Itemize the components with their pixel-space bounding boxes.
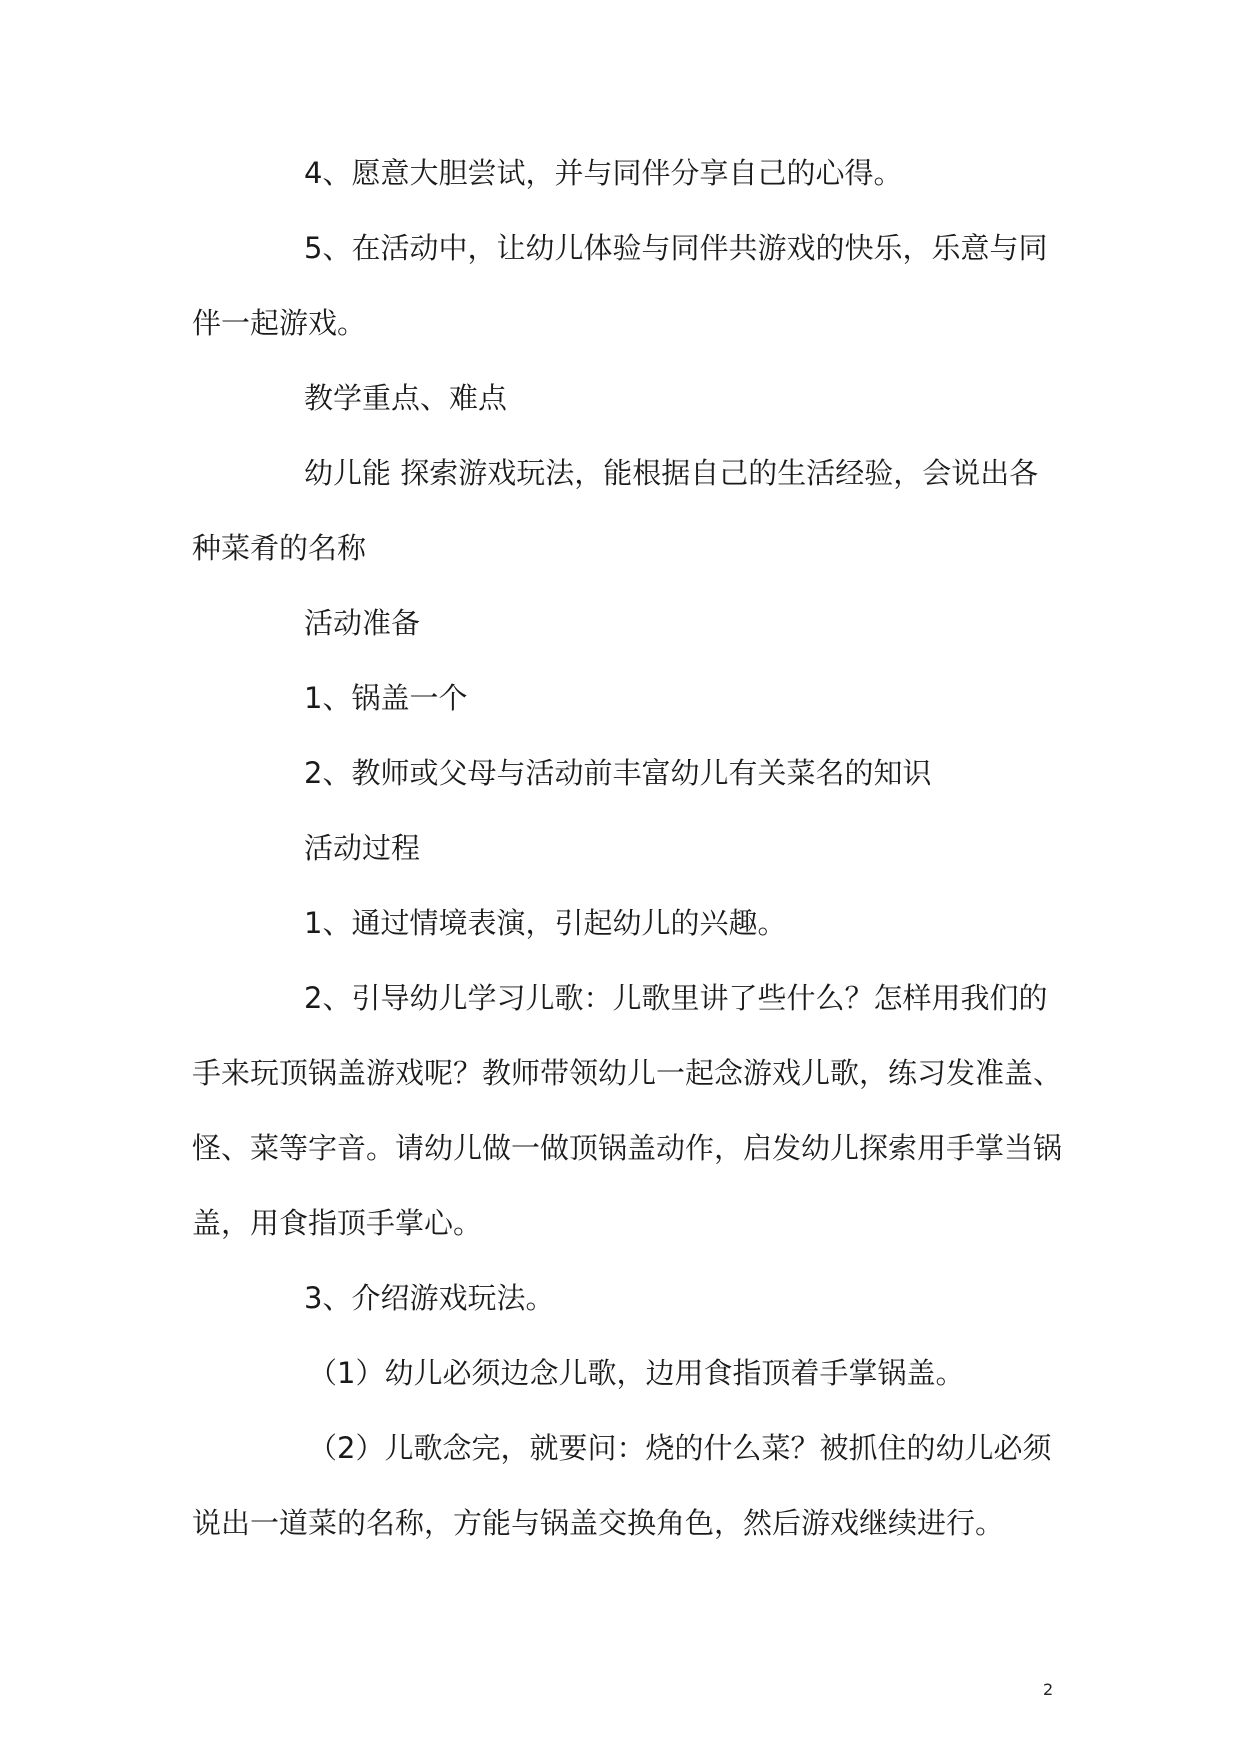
text-line-goal-4: 4、愿意大胆尝试，并与同伴分享自己的心得。 [304, 156, 903, 190]
text-line-process-2-cont-b: 怪、菜等字音。请幼儿做一做顶锅盖动作，启发幼儿探索用手掌当锅 [192, 1131, 1063, 1165]
text-line-process-1: 1、通过情境表演，引起幼儿的兴趣。 [304, 906, 787, 940]
text-line-key-points: 幼儿能 探索游戏玩法，能根据自己的生活经验，会说出各 [304, 456, 1039, 490]
text-line-process-2: 2、引导幼儿学习儿歌：儿歌里讲了些什么？怎样用我们的 [304, 981, 1048, 1015]
page-number: 2 [1043, 1680, 1054, 1699]
section-heading-process: 活动过程 [304, 831, 421, 865]
text-line-rule-2: （2）儿歌念完，就要问：烧的什么菜？被抓住的幼儿必须 [308, 1431, 1052, 1465]
text-line-prep-2: 2、教师或父母与活动前丰富幼儿有关菜名的知识 [304, 756, 932, 790]
section-heading-key-points: 教学重点、难点 [304, 381, 508, 415]
text-line-goal-5: 5、在活动中，让幼儿体验与同伴共游戏的快乐，乐意与同 [304, 231, 1048, 265]
text-line-process-2-cont-a: 手来玩顶锅盖游戏呢？教师带领幼儿一起念游戏儿歌，练习发准盖、 [192, 1056, 1063, 1090]
text-line-rule-1: （1）幼儿必须边念儿歌，边用食指顶着手掌锅盖。 [308, 1356, 965, 1390]
text-line-rule-2-cont: 说出一道菜的名称，方能与锅盖交换角色，然后游戏继续进行。 [192, 1506, 1005, 1540]
text-line-prep-1: 1、锅盖一个 [304, 681, 468, 715]
text-line-process-3: 3、介绍游戏玩法。 [304, 1281, 555, 1315]
text-line-key-points-cont: 种菜肴的名称 [192, 531, 367, 565]
section-heading-preparation: 活动准备 [304, 606, 421, 640]
text-line-goal-5-cont: 伴一起游戏。 [192, 306, 367, 340]
text-line-process-2-cont-c: 盖，用食指顶手掌心。 [192, 1206, 483, 1240]
